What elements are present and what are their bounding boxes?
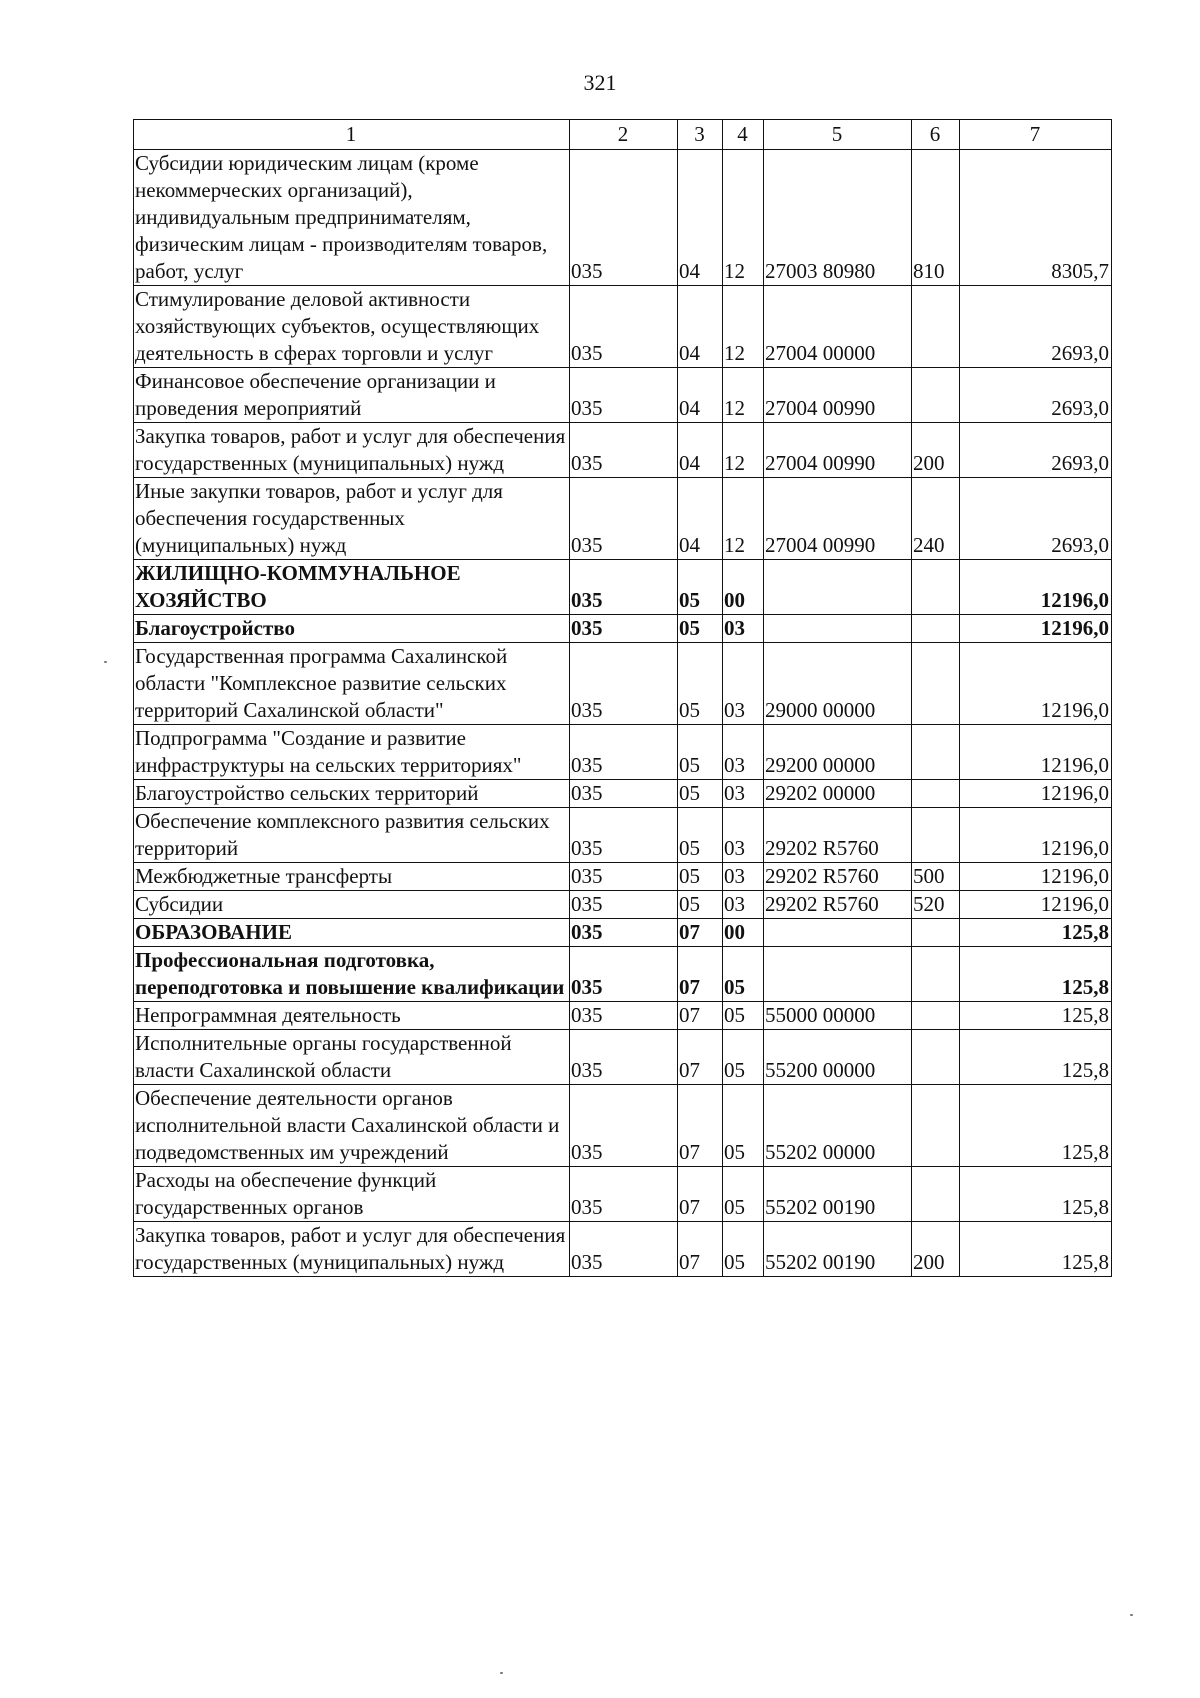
row-target-article: 27003 80980 — [764, 150, 912, 286]
table-row — [134, 150, 1112, 286]
column-number-header-row — [134, 120, 1112, 150]
row-name: Непрограммная деятельность — [134, 1002, 570, 1030]
row-ministry-code: 035 — [570, 368, 678, 423]
table-row — [134, 863, 1112, 891]
row-expense-type: 520 — [912, 891, 960, 919]
row-subsection: 00 — [723, 560, 764, 615]
column-header: 4 — [723, 120, 764, 150]
row-ministry-code: 035 — [570, 947, 678, 1002]
row-subsection: 05 — [723, 947, 764, 1002]
row-amount: 2693,0 — [960, 423, 1112, 478]
row-ministry-code: 035 — [570, 1085, 678, 1167]
row-expense-type — [912, 1002, 960, 1030]
row-section: 04 — [678, 423, 723, 478]
row-section: 05 — [678, 725, 723, 780]
row-subsection: 12 — [723, 286, 764, 368]
table-row — [134, 1030, 1112, 1085]
row-ministry-code: 035 — [570, 1167, 678, 1222]
row-expense-type — [912, 286, 960, 368]
table-row — [134, 423, 1112, 478]
row-amount: 125,8 — [960, 1030, 1112, 1085]
column-header: 3 — [678, 120, 723, 150]
row-target-article: 29202 R5760 — [764, 808, 912, 863]
row-name: Подпрограмма "Создание и развитие инфраструктуры на сельских территориях" — [134, 725, 570, 780]
column-header: 2 — [570, 120, 678, 150]
row-target-article — [764, 560, 912, 615]
row-name: Профессиональная подготовка, переподготовка и повышение квалификации — [134, 947, 570, 1002]
table-row — [134, 286, 1112, 368]
row-expense-type — [912, 615, 960, 643]
row-subsection: 03 — [723, 863, 764, 891]
row-amount: 125,8 — [960, 1085, 1112, 1167]
row-amount: 8305,7 — [960, 150, 1112, 286]
row-subsection: 03 — [723, 808, 764, 863]
row-section: 05 — [678, 780, 723, 808]
row-subsection: 03 — [723, 891, 764, 919]
budget-table — [133, 119, 1112, 1277]
row-target-article: 55200 00000 — [764, 1030, 912, 1085]
row-ministry-code: 035 — [570, 808, 678, 863]
row-ministry-code: 035 — [570, 863, 678, 891]
row-amount: 12196,0 — [960, 780, 1112, 808]
row-name: Обеспечение деятельности органов исполнительной власти Сахалинской области и подведомственных им учреждений — [134, 1085, 570, 1167]
row-name: Благоустройство — [134, 615, 570, 643]
row-ministry-code: 035 — [570, 615, 678, 643]
row-name: Стимулирование деловой активности хозяйствующих субъектов, осуществляющих деятельность в сферах торговли и услуг — [134, 286, 570, 368]
row-target-article: 55202 00190 — [764, 1222, 912, 1277]
row-target-article: 27004 00990 — [764, 478, 912, 560]
row-expense-type — [912, 1085, 960, 1167]
row-ministry-code: 035 — [570, 478, 678, 560]
row-section: 05 — [678, 560, 723, 615]
row-section: 07 — [678, 919, 723, 947]
row-expense-type — [912, 560, 960, 615]
row-section: 07 — [678, 1222, 723, 1277]
row-target-article — [764, 947, 912, 1002]
row-section: 04 — [678, 478, 723, 560]
scan-speck — [104, 661, 107, 663]
row-section: 07 — [678, 1085, 723, 1167]
row-subsection: 12 — [723, 478, 764, 560]
row-expense-type — [912, 1167, 960, 1222]
row-expense-type: 200 — [912, 1222, 960, 1277]
row-expense-type — [912, 947, 960, 1002]
row-amount: 12196,0 — [960, 615, 1112, 643]
column-header: 6 — [912, 120, 960, 150]
row-amount: 12196,0 — [960, 808, 1112, 863]
row-subsection: 03 — [723, 725, 764, 780]
row-amount: 125,8 — [960, 1222, 1112, 1277]
row-amount: 2693,0 — [960, 368, 1112, 423]
row-amount: 125,8 — [960, 1002, 1112, 1030]
row-subsection: 12 — [723, 423, 764, 478]
row-expense-type — [912, 808, 960, 863]
row-expense-type — [912, 725, 960, 780]
row-target-article: 29202 R5760 — [764, 891, 912, 919]
row-name: Закупка товаров, работ и услуг для обеспечения государственных (муниципальных) нужд — [134, 423, 570, 478]
row-target-article: 27004 00000 — [764, 286, 912, 368]
table-row — [134, 808, 1112, 863]
row-target-article: 27004 00990 — [764, 423, 912, 478]
row-subsection: 12 — [723, 150, 764, 286]
row-name: Финансовое обеспечение организации и проведения мероприятий — [134, 368, 570, 423]
column-header: 1 — [134, 120, 570, 150]
row-subsection: 00 — [723, 919, 764, 947]
table-row — [134, 725, 1112, 780]
row-name: Государственная программа Сахалинской области "Комплексное развитие сельских территорий Сахалинской области" — [134, 643, 570, 725]
table-row — [134, 919, 1112, 947]
row-section: 07 — [678, 1167, 723, 1222]
row-section: 05 — [678, 615, 723, 643]
row-amount: 125,8 — [960, 947, 1112, 1002]
row-subsection: 03 — [723, 780, 764, 808]
table-row — [134, 1222, 1112, 1277]
row-ministry-code: 035 — [570, 150, 678, 286]
row-target-article: 55202 00000 — [764, 1085, 912, 1167]
row-section: 05 — [678, 863, 723, 891]
scan-speck — [500, 1672, 503, 1674]
row-expense-type: 500 — [912, 863, 960, 891]
table-row — [134, 891, 1112, 919]
row-ministry-code: 035 — [570, 780, 678, 808]
row-expense-type: 810 — [912, 150, 960, 286]
row-name: Благоустройство сельских территорий — [134, 780, 570, 808]
row-subsection: 05 — [723, 1167, 764, 1222]
row-name: ЖИЛИЩНО-КОММУНАЛЬНОЕ ХОЗЯЙСТВО — [134, 560, 570, 615]
row-ministry-code: 035 — [570, 891, 678, 919]
column-header: 5 — [764, 120, 912, 150]
row-expense-type — [912, 1030, 960, 1085]
row-name: Исполнительные органы государственной власти Сахалинской области — [134, 1030, 570, 1085]
row-amount: 2693,0 — [960, 286, 1112, 368]
row-name: Закупка товаров, работ и услуг для обеспечения государственных (муниципальных) нужд — [134, 1222, 570, 1277]
row-amount: 12196,0 — [960, 560, 1112, 615]
table-row — [134, 368, 1112, 423]
row-section: 07 — [678, 1030, 723, 1085]
row-ministry-code: 035 — [570, 725, 678, 780]
column-header: 7 — [960, 120, 1112, 150]
row-expense-type: 200 — [912, 423, 960, 478]
row-section: 07 — [678, 947, 723, 1002]
row-name: Обеспечение комплексного развития сельских территорий — [134, 808, 570, 863]
row-name: Межбюджетные трансферты — [134, 863, 570, 891]
row-name: Субсидии юридическим лицам (кроме некоммерческих организаций), индивидуальным предпринимателям, физическим лицам - производителям товаров, работ, услуг — [134, 150, 570, 286]
row-subsection: 05 — [723, 1085, 764, 1167]
row-ministry-code: 035 — [570, 919, 678, 947]
row-target-article — [764, 615, 912, 643]
row-ministry-code: 035 — [570, 1222, 678, 1277]
row-subsection: 12 — [723, 368, 764, 423]
row-expense-type — [912, 919, 960, 947]
row-expense-type — [912, 643, 960, 725]
row-ministry-code: 035 — [570, 1002, 678, 1030]
row-target-article: 29000 00000 — [764, 643, 912, 725]
row-name: Расходы на обеспечение функций государственных органов — [134, 1167, 570, 1222]
row-ministry-code: 035 — [570, 560, 678, 615]
table-row — [134, 780, 1112, 808]
row-subsection: 05 — [723, 1002, 764, 1030]
row-section: 05 — [678, 891, 723, 919]
row-section: 07 — [678, 1002, 723, 1030]
table-row — [134, 560, 1112, 615]
row-section: 04 — [678, 150, 723, 286]
row-ministry-code: 035 — [570, 643, 678, 725]
table-row — [134, 947, 1112, 1002]
row-ministry-code: 035 — [570, 1030, 678, 1085]
row-amount: 12196,0 — [960, 725, 1112, 780]
row-target-article: 29202 R5760 — [764, 863, 912, 891]
row-expense-type — [912, 368, 960, 423]
row-subsection: 03 — [723, 615, 764, 643]
row-section: 04 — [678, 368, 723, 423]
row-name: Иные закупки товаров, работ и услуг для обеспечения государственных (муниципальных) нужд — [134, 478, 570, 560]
row-amount: 125,8 — [960, 919, 1112, 947]
row-section: 05 — [678, 643, 723, 725]
row-subsection: 05 — [723, 1030, 764, 1085]
row-name: Субсидии — [134, 891, 570, 919]
row-target-article: 29202 00000 — [764, 780, 912, 808]
row-target-article: 55202 00190 — [764, 1167, 912, 1222]
row-section: 05 — [678, 808, 723, 863]
table-row — [134, 478, 1112, 560]
row-target-article: 55000 00000 — [764, 1002, 912, 1030]
row-name: ОБРАЗОВАНИЕ — [134, 919, 570, 947]
row-target-article — [764, 919, 912, 947]
row-amount: 125,8 — [960, 1167, 1112, 1222]
row-subsection: 03 — [723, 643, 764, 725]
page-number: 321 — [583, 70, 617, 95]
row-expense-type — [912, 780, 960, 808]
row-subsection: 05 — [723, 1222, 764, 1277]
table-row — [134, 615, 1112, 643]
scan-speck — [1130, 1614, 1133, 1616]
row-amount: 2693,0 — [960, 478, 1112, 560]
row-amount: 12196,0 — [960, 891, 1112, 919]
row-expense-type: 240 — [912, 478, 960, 560]
row-amount: 12196,0 — [960, 863, 1112, 891]
table-row — [134, 1167, 1112, 1222]
row-section: 04 — [678, 286, 723, 368]
row-target-article: 27004 00990 — [764, 368, 912, 423]
row-amount: 12196,0 — [960, 643, 1112, 725]
table-row — [134, 1085, 1112, 1167]
table-row — [134, 643, 1112, 725]
row-ministry-code: 035 — [570, 423, 678, 478]
row-ministry-code: 035 — [570, 286, 678, 368]
table-row — [134, 1002, 1112, 1030]
row-target-article: 29200 00000 — [764, 725, 912, 780]
